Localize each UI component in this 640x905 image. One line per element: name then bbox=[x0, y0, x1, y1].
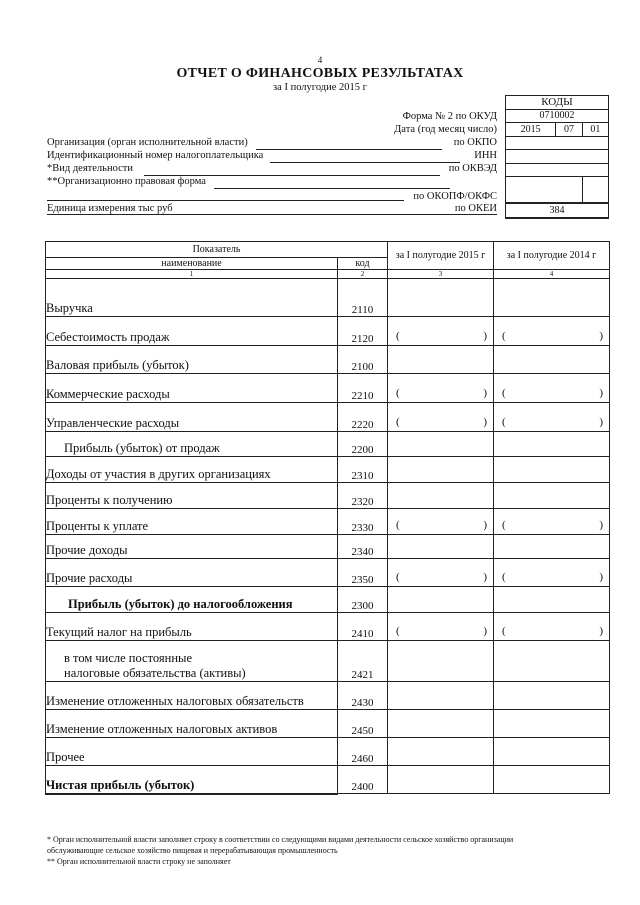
page-number: 4 bbox=[317, 55, 323, 65]
table-body bbox=[46, 279, 610, 794]
paren-open: ( bbox=[396, 330, 400, 342]
table-row bbox=[46, 279, 610, 317]
unit-label: Единица измерения тыс руб bbox=[47, 203, 173, 214]
row-name: Коммерческие расходы bbox=[46, 374, 338, 403]
value-2014-cell[interactable] bbox=[494, 432, 610, 457]
value-2015-cell[interactable] bbox=[388, 559, 494, 587]
date-day: 01 bbox=[582, 123, 608, 137]
name-header: наименование bbox=[46, 258, 338, 270]
col-2015-header: за I полугодие 2015 г bbox=[388, 242, 494, 270]
col-number-4: 4 bbox=[494, 270, 610, 279]
value-2014-cell[interactable] bbox=[494, 641, 610, 682]
value-2014-cell[interactable] bbox=[494, 374, 610, 403]
okud-label: Форма № 2 по ОКУД bbox=[402, 111, 497, 122]
okud-value: 0710002 bbox=[506, 109, 609, 123]
col-number-2: 2 bbox=[338, 270, 388, 279]
value-2014-cell[interactable] bbox=[494, 559, 610, 587]
row-name: Выручка bbox=[46, 279, 338, 317]
paren-close: ) bbox=[599, 387, 604, 399]
value-2015-cell[interactable] bbox=[388, 346, 494, 374]
value-2014-cell[interactable] bbox=[494, 766, 610, 794]
value-2015-cell[interactable] bbox=[388, 432, 494, 457]
row-code: 2350 bbox=[338, 559, 388, 587]
row-name: Прочее bbox=[46, 738, 338, 766]
paren-close: ) bbox=[483, 330, 488, 342]
page-title: ОТЧЕТ О ФИНАНСОВЫХ РЕЗУЛЬТАТАХ bbox=[176, 66, 464, 81]
indicator-header: Показатель bbox=[46, 242, 388, 258]
okved-label: по ОКВЭД bbox=[448, 163, 497, 174]
table-row bbox=[46, 766, 610, 794]
paren-close: ) bbox=[483, 387, 488, 399]
value-2015-cell[interactable] bbox=[388, 613, 494, 641]
row-code: 2120 bbox=[338, 317, 388, 346]
table-row bbox=[46, 641, 610, 682]
okopf-label: по ОКОПФ/ОКФС bbox=[413, 191, 497, 202]
row-code: 2421 bbox=[338, 641, 388, 682]
paren-close: ) bbox=[599, 330, 604, 342]
value-2014-cell[interactable] bbox=[494, 346, 610, 374]
org-label: Организация (орган исполнительной власти) bbox=[47, 137, 248, 148]
footnote-1-line-1: * Орган исполнительной власти заполняет строку в соответствии со следующими видами деятельности сельское хозяйство организации bbox=[47, 835, 514, 844]
row-code: 2100 bbox=[338, 346, 388, 374]
row-name: Проценты к получению bbox=[46, 483, 338, 509]
row-name: Проценты к уплате bbox=[46, 509, 338, 535]
value-2014-cell[interactable] bbox=[494, 535, 610, 559]
legal-form-label: **Организационно правовая форма bbox=[47, 176, 206, 187]
value-2014-cell[interactable] bbox=[494, 483, 610, 509]
date-year: 2015 bbox=[506, 123, 556, 137]
paren-close: ) bbox=[599, 625, 604, 637]
value-2015-cell[interactable] bbox=[388, 509, 494, 535]
codes-header: КОДЫ bbox=[506, 96, 609, 110]
col-number-3: 3 bbox=[388, 270, 494, 279]
value-2015-cell[interactable] bbox=[388, 641, 494, 682]
okved-value bbox=[506, 163, 609, 177]
table-row bbox=[46, 682, 610, 710]
value-2014-cell[interactable] bbox=[494, 613, 610, 641]
row-code: 2310 bbox=[338, 457, 388, 483]
row-code: 2410 bbox=[338, 613, 388, 641]
paren-open: ( bbox=[396, 387, 400, 399]
paren-open: ( bbox=[396, 416, 400, 428]
table-row bbox=[46, 457, 610, 483]
value-2015-cell[interactable] bbox=[388, 457, 494, 483]
footnote-1-line-2: обслуживающие сельское хозяйство пищевая и перерабатывающая промышленность bbox=[47, 846, 338, 855]
table-row bbox=[46, 374, 610, 403]
code-header: код bbox=[338, 258, 388, 270]
activity-label: *Вид деятельности bbox=[47, 163, 133, 174]
row-name: Чистая прибыль (убыток) bbox=[46, 766, 338, 794]
date-month: 07 bbox=[556, 123, 582, 137]
row-name: Текущий налог на прибыль bbox=[46, 613, 338, 641]
value-2014-cell[interactable] bbox=[494, 403, 610, 432]
paren-open: ( bbox=[502, 416, 506, 428]
row-name: Себестоимость продаж bbox=[46, 317, 338, 346]
table-row bbox=[46, 403, 610, 432]
table-row bbox=[46, 587, 610, 613]
paren-close: ) bbox=[599, 571, 604, 583]
row-code: 2330 bbox=[338, 509, 388, 535]
codes-table bbox=[505, 95, 609, 219]
report-period: за I полугодие 2015 г bbox=[273, 82, 367, 93]
row-code: 2320 bbox=[338, 483, 388, 509]
row-code: 2460 bbox=[338, 738, 388, 766]
table-row bbox=[46, 317, 610, 346]
value-2015-cell[interactable] bbox=[388, 766, 494, 794]
value-2015-cell[interactable] bbox=[388, 587, 494, 613]
inn-suffix: ИНН bbox=[474, 150, 497, 161]
inn-label: Идентификационный номер налогоплательщика bbox=[47, 150, 264, 161]
row-name: Валовая прибыль (убыток) bbox=[46, 346, 338, 374]
value-2015-cell[interactable] bbox=[388, 682, 494, 710]
row-code: 2450 bbox=[338, 710, 388, 738]
row-code: 2340 bbox=[338, 535, 388, 559]
row-name: Прибыль (убыток) до налогообложения bbox=[46, 587, 338, 613]
col-number-1: 1 bbox=[46, 270, 338, 279]
unit-underline bbox=[47, 214, 497, 215]
row-name: Прочие доходы bbox=[46, 535, 338, 559]
value-2015-cell[interactable] bbox=[388, 374, 494, 403]
paren-close: ) bbox=[599, 519, 604, 531]
paren-close: ) bbox=[483, 625, 488, 637]
row-code: 2400 bbox=[338, 766, 388, 794]
row-name: Изменение отложенных налоговых активов bbox=[46, 710, 338, 738]
footnote-2: ** Орган исполнительной власти строку не заполняет bbox=[47, 857, 231, 866]
table-row bbox=[46, 346, 610, 374]
financial-results-table bbox=[45, 241, 610, 795]
table-row bbox=[46, 509, 610, 535]
paren-open: ( bbox=[502, 571, 506, 583]
col-2014-header: за I полугодие 2014 г bbox=[494, 242, 610, 270]
paren-close: ) bbox=[483, 519, 488, 531]
value-2014-cell[interactable] bbox=[494, 710, 610, 738]
value-2015-cell[interactable] bbox=[388, 403, 494, 432]
paren-close: ) bbox=[483, 416, 488, 428]
okfs-value bbox=[582, 177, 608, 204]
row-code: 2220 bbox=[338, 403, 388, 432]
table-row bbox=[46, 738, 610, 766]
paren-open: ( bbox=[396, 571, 400, 583]
value-2014-cell[interactable] bbox=[494, 279, 610, 317]
table-row bbox=[46, 613, 610, 641]
value-2015-cell[interactable] bbox=[388, 279, 494, 317]
value-2014-cell[interactable] bbox=[494, 587, 610, 613]
okopf-value bbox=[506, 177, 583, 204]
paren-close: ) bbox=[483, 571, 488, 583]
value-2015-cell[interactable] bbox=[388, 738, 494, 766]
inn-value bbox=[506, 150, 609, 164]
okei-label: по ОКЕИ bbox=[454, 203, 497, 214]
value-2014-cell[interactable] bbox=[494, 457, 610, 483]
row-name: Управленческие расходы bbox=[46, 403, 338, 432]
value-2015-cell[interactable] bbox=[388, 317, 494, 346]
paren-open: ( bbox=[502, 330, 506, 342]
legal-form-field-line[interactable] bbox=[214, 188, 450, 189]
date-label: Дата (год месяц число) bbox=[394, 124, 497, 135]
row-name: Прочие расходы bbox=[46, 559, 338, 587]
value-2014-cell[interactable] bbox=[494, 317, 610, 346]
paren-close: ) bbox=[599, 416, 604, 428]
row-code: 2110 bbox=[338, 279, 388, 317]
row-name: в том числе постоянные налоговые обязательства (активы) bbox=[46, 641, 338, 682]
row-code: 2210 bbox=[338, 374, 388, 403]
okei-value: 384 bbox=[506, 203, 609, 218]
table-row bbox=[46, 432, 610, 457]
paren-open: ( bbox=[396, 625, 400, 637]
paren-open: ( bbox=[502, 625, 506, 637]
value-2014-cell[interactable] bbox=[494, 738, 610, 766]
paren-open: ( bbox=[396, 519, 400, 531]
row-name: Прибыль (убыток) от продаж bbox=[46, 432, 338, 457]
table-row bbox=[46, 483, 610, 509]
table-row bbox=[46, 535, 610, 559]
row-name: Доходы от участия в других организациях bbox=[46, 457, 338, 483]
legal-form-field-line-2[interactable] bbox=[47, 200, 404, 201]
paren-open: ( bbox=[502, 519, 506, 531]
value-2015-cell[interactable] bbox=[388, 535, 494, 559]
okpo-value bbox=[506, 136, 609, 150]
row-code: 2200 bbox=[338, 432, 388, 457]
okpo-label: по ОКПО bbox=[453, 137, 497, 148]
paren-open: ( bbox=[502, 387, 506, 399]
value-2015-cell[interactable] bbox=[388, 710, 494, 738]
row-code: 2430 bbox=[338, 682, 388, 710]
value-2014-cell[interactable] bbox=[494, 509, 610, 535]
value-2015-cell[interactable] bbox=[388, 483, 494, 509]
value-2014-cell[interactable] bbox=[494, 682, 610, 710]
org-field-line[interactable] bbox=[256, 149, 442, 150]
row-code: 2300 bbox=[338, 587, 388, 613]
table-row bbox=[46, 559, 610, 587]
table-row bbox=[46, 710, 610, 738]
row-name: Изменение отложенных налоговых обязательств bbox=[46, 682, 338, 710]
